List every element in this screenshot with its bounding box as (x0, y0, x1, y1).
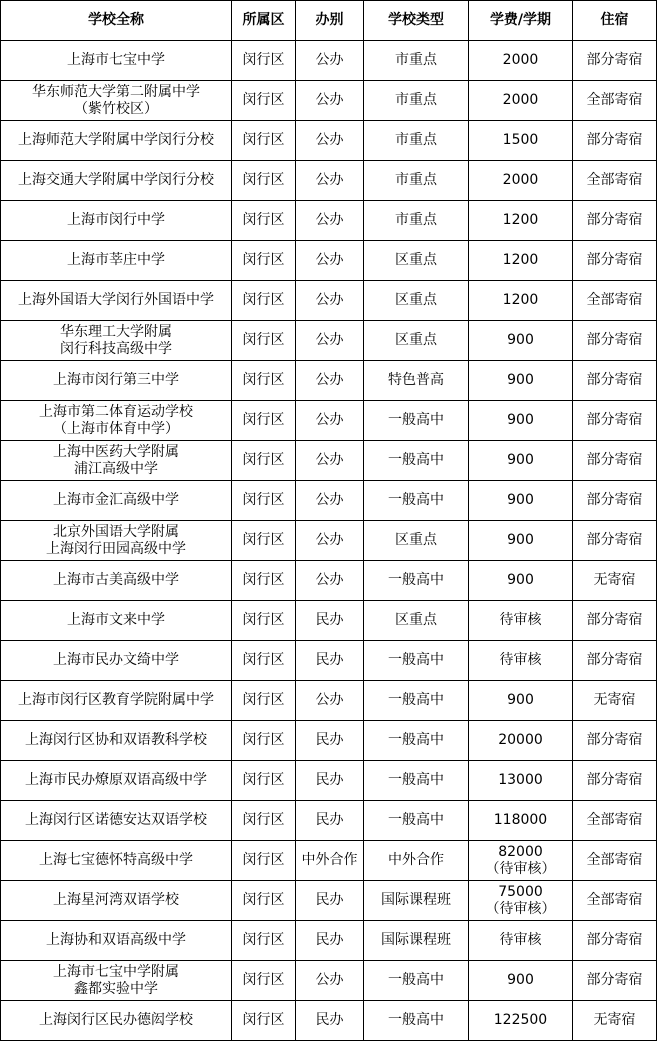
cell-lodging: 部分寄宿 (573, 241, 657, 281)
cell-district: 闵行区 (232, 41, 296, 81)
header-row (1, 1, 657, 41)
cell-type: 一般高中 (364, 801, 469, 841)
table-row (1, 881, 657, 921)
cell-kind: 民办 (296, 601, 364, 641)
cell-type: 国际课程班 (364, 881, 469, 921)
cell-district: 闵行区 (232, 961, 296, 1001)
cell-fee: 900 (469, 441, 573, 481)
cell-district: 闵行区 (232, 761, 296, 801)
table-row (1, 281, 657, 321)
cell-school-name: 上海协和双语高级中学 (1, 921, 232, 961)
cell-lodging: 全部寄宿 (573, 281, 657, 321)
cell-lodging: 全部寄宿 (573, 161, 657, 201)
cell-school-name: 上海星河湾双语学校 (1, 881, 232, 921)
cell-district: 闵行区 (232, 161, 296, 201)
cell-lodging: 部分寄宿 (573, 121, 657, 161)
cell-lodging: 部分寄宿 (573, 321, 657, 361)
cell-type: 市重点 (364, 81, 469, 121)
cell-kind: 公办 (296, 201, 364, 241)
cell-school-name: 上海外国语大学闵行外国语中学 (1, 281, 232, 321)
table-row (1, 361, 657, 401)
cell-fee: 82000 （待审核） (469, 841, 573, 881)
cell-district: 闵行区 (232, 321, 296, 361)
cell-school-name: 上海交通大学附属中学闵行分校 (1, 161, 232, 201)
cell-kind: 中外合作 (296, 841, 364, 881)
cell-kind: 公办 (296, 161, 364, 201)
cell-school-name: 上海市闵行区教育学院附属中学 (1, 681, 232, 721)
cell-lodging: 全部寄宿 (573, 881, 657, 921)
cell-kind: 民办 (296, 881, 364, 921)
cell-district: 闵行区 (232, 281, 296, 321)
header-lodging: 住宿 (573, 1, 657, 41)
cell-fee: 1200 (469, 241, 573, 281)
table-row (1, 921, 657, 961)
cell-kind: 民办 (296, 801, 364, 841)
cell-kind: 公办 (296, 281, 364, 321)
cell-school-name: 上海师范大学附属中学闵行分校 (1, 121, 232, 161)
cell-school-name: 上海市七宝中学附属 鑫都实验中学 (1, 961, 232, 1001)
cell-school-name: 上海市古美高级中学 (1, 561, 232, 601)
cell-school-name: 华东师范大学第二附属中学 （紫竹校区） (1, 81, 232, 121)
cell-kind: 公办 (296, 361, 364, 401)
cell-type: 一般高中 (364, 561, 469, 601)
header-fee: 学费/学期 (469, 1, 573, 41)
table-body (1, 41, 657, 1041)
cell-kind: 公办 (296, 561, 364, 601)
cell-type: 区重点 (364, 321, 469, 361)
cell-lodging: 部分寄宿 (573, 521, 657, 561)
cell-type: 市重点 (364, 161, 469, 201)
table-row (1, 41, 657, 81)
cell-kind: 公办 (296, 681, 364, 721)
cell-lodging: 部分寄宿 (573, 481, 657, 521)
cell-district: 闵行区 (232, 841, 296, 881)
table-row (1, 681, 657, 721)
cell-lodging: 全部寄宿 (573, 841, 657, 881)
cell-fee: 118000 (469, 801, 573, 841)
cell-type: 一般高中 (364, 481, 469, 521)
table-row (1, 641, 657, 681)
cell-lodging: 部分寄宿 (573, 641, 657, 681)
table-row (1, 81, 657, 121)
cell-district: 闵行区 (232, 1001, 296, 1041)
cell-school-name: 上海市第二体育运动学校 （上海市体育中学） (1, 401, 232, 441)
cell-district: 闵行区 (232, 561, 296, 601)
cell-kind: 公办 (296, 321, 364, 361)
cell-district: 闵行区 (232, 641, 296, 681)
cell-district: 闵行区 (232, 81, 296, 121)
cell-lodging: 部分寄宿 (573, 201, 657, 241)
cell-fee: 待审核 (469, 921, 573, 961)
table-row (1, 601, 657, 641)
cell-kind: 民办 (296, 721, 364, 761)
cell-lodging: 全部寄宿 (573, 801, 657, 841)
cell-kind: 公办 (296, 481, 364, 521)
cell-type: 一般高中 (364, 681, 469, 721)
cell-kind: 公办 (296, 121, 364, 161)
cell-kind: 民办 (296, 921, 364, 961)
cell-type: 区重点 (364, 521, 469, 561)
cell-kind: 公办 (296, 521, 364, 561)
table-row (1, 761, 657, 801)
table-row (1, 201, 657, 241)
cell-lodging: 部分寄宿 (573, 441, 657, 481)
table-row (1, 841, 657, 881)
cell-kind: 公办 (296, 81, 364, 121)
cell-lodging: 部分寄宿 (573, 401, 657, 441)
cell-type: 区重点 (364, 241, 469, 281)
cell-kind: 民办 (296, 1001, 364, 1041)
cell-kind: 民办 (296, 761, 364, 801)
cell-lodging: 无寄宿 (573, 1001, 657, 1041)
cell-type: 一般高中 (364, 721, 469, 761)
header-name: 学校全称 (1, 1, 232, 41)
cell-fee: 待审核 (469, 601, 573, 641)
header-district: 所属区 (232, 1, 296, 41)
cell-district: 闵行区 (232, 121, 296, 161)
cell-fee: 75000 （待审核） (469, 881, 573, 921)
header-type: 学校类型 (364, 1, 469, 41)
cell-school-name: 上海市金汇高级中学 (1, 481, 232, 521)
cell-school-name: 华东理工大学附属 闵行科技高级中学 (1, 321, 232, 361)
cell-school-name: 上海市民办文绮中学 (1, 641, 232, 681)
cell-lodging: 全部寄宿 (573, 81, 657, 121)
cell-district: 闵行区 (232, 241, 296, 281)
table-row (1, 121, 657, 161)
cell-fee: 1200 (469, 281, 573, 321)
cell-kind: 公办 (296, 241, 364, 281)
cell-fee: 待审核 (469, 641, 573, 681)
cell-type: 特色普高 (364, 361, 469, 401)
cell-fee: 900 (469, 961, 573, 1001)
table-row (1, 1001, 657, 1041)
cell-kind: 公办 (296, 961, 364, 1001)
cell-lodging: 部分寄宿 (573, 961, 657, 1001)
cell-district: 闵行区 (232, 521, 296, 561)
table-row (1, 801, 657, 841)
cell-school-name: 上海闵行区民办德闳学校 (1, 1001, 232, 1041)
cell-type: 市重点 (364, 201, 469, 241)
cell-school-name: 上海市闵行第三中学 (1, 361, 232, 401)
cell-school-name: 上海七宝德怀特高级中学 (1, 841, 232, 881)
cell-fee: 2000 (469, 41, 573, 81)
cell-lodging: 无寄宿 (573, 561, 657, 601)
cell-type: 市重点 (364, 121, 469, 161)
cell-fee: 122500 (469, 1001, 573, 1041)
cell-school-name: 上海市民办燎原双语高级中学 (1, 761, 232, 801)
cell-lodging: 部分寄宿 (573, 601, 657, 641)
cell-district: 闵行区 (232, 361, 296, 401)
cell-fee: 20000 (469, 721, 573, 761)
cell-lodging: 部分寄宿 (573, 721, 657, 761)
table-row (1, 241, 657, 281)
cell-lodging: 部分寄宿 (573, 41, 657, 81)
header-kind: 办别 (296, 1, 364, 41)
cell-type: 中外合作 (364, 841, 469, 881)
cell-fee: 900 (469, 561, 573, 601)
cell-type: 国际课程班 (364, 921, 469, 961)
table-row (1, 441, 657, 481)
table-row (1, 401, 657, 441)
cell-fee: 13000 (469, 761, 573, 801)
cell-kind: 公办 (296, 441, 364, 481)
cell-school-name: 北京外国语大学附属 上海闵行田园高级中学 (1, 521, 232, 561)
cell-type: 一般高中 (364, 641, 469, 681)
cell-kind: 民办 (296, 641, 364, 681)
table-row (1, 521, 657, 561)
cell-type: 一般高中 (364, 1001, 469, 1041)
cell-lodging: 部分寄宿 (573, 921, 657, 961)
cell-school-name: 上海中医药大学附属 浦江高级中学 (1, 441, 232, 481)
cell-fee: 900 (469, 521, 573, 561)
cell-type: 市重点 (364, 41, 469, 81)
table-row (1, 161, 657, 201)
cell-fee: 2000 (469, 81, 573, 121)
cell-fee: 1200 (469, 201, 573, 241)
cell-lodging: 部分寄宿 (573, 361, 657, 401)
cell-type: 一般高中 (364, 761, 469, 801)
cell-district: 闵行区 (232, 401, 296, 441)
cell-type: 区重点 (364, 281, 469, 321)
table-row (1, 561, 657, 601)
cell-school-name: 上海闵行区协和双语教科学校 (1, 721, 232, 761)
cell-type: 一般高中 (364, 441, 469, 481)
cell-type: 区重点 (364, 601, 469, 641)
cell-school-name: 上海闵行区诺德安达双语学校 (1, 801, 232, 841)
cell-lodging: 无寄宿 (573, 681, 657, 721)
cell-district: 闵行区 (232, 681, 296, 721)
cell-district: 闵行区 (232, 481, 296, 521)
table-row (1, 721, 657, 761)
cell-school-name: 上海市七宝中学 (1, 41, 232, 81)
cell-school-name: 上海市闵行中学 (1, 201, 232, 241)
cell-kind: 公办 (296, 401, 364, 441)
cell-lodging: 部分寄宿 (573, 761, 657, 801)
cell-kind: 公办 (296, 41, 364, 81)
cell-fee: 900 (469, 321, 573, 361)
cell-district: 闵行区 (232, 441, 296, 481)
cell-district: 闵行区 (232, 921, 296, 961)
cell-type: 一般高中 (364, 401, 469, 441)
cell-district: 闵行区 (232, 201, 296, 241)
cell-school-name: 上海市文来中学 (1, 601, 232, 641)
cell-type: 一般高中 (364, 961, 469, 1001)
cell-fee: 1500 (469, 121, 573, 161)
cell-fee: 2000 (469, 161, 573, 201)
table-row (1, 961, 657, 1001)
cell-fee: 900 (469, 401, 573, 441)
table-row (1, 481, 657, 521)
cell-fee: 900 (469, 681, 573, 721)
cell-district: 闵行区 (232, 881, 296, 921)
cell-fee: 900 (469, 361, 573, 401)
cell-district: 闵行区 (232, 801, 296, 841)
cell-district: 闵行区 (232, 601, 296, 641)
table-row (1, 321, 657, 361)
cell-school-name: 上海市莘庄中学 (1, 241, 232, 281)
cell-fee: 900 (469, 481, 573, 521)
cell-district: 闵行区 (232, 721, 296, 761)
